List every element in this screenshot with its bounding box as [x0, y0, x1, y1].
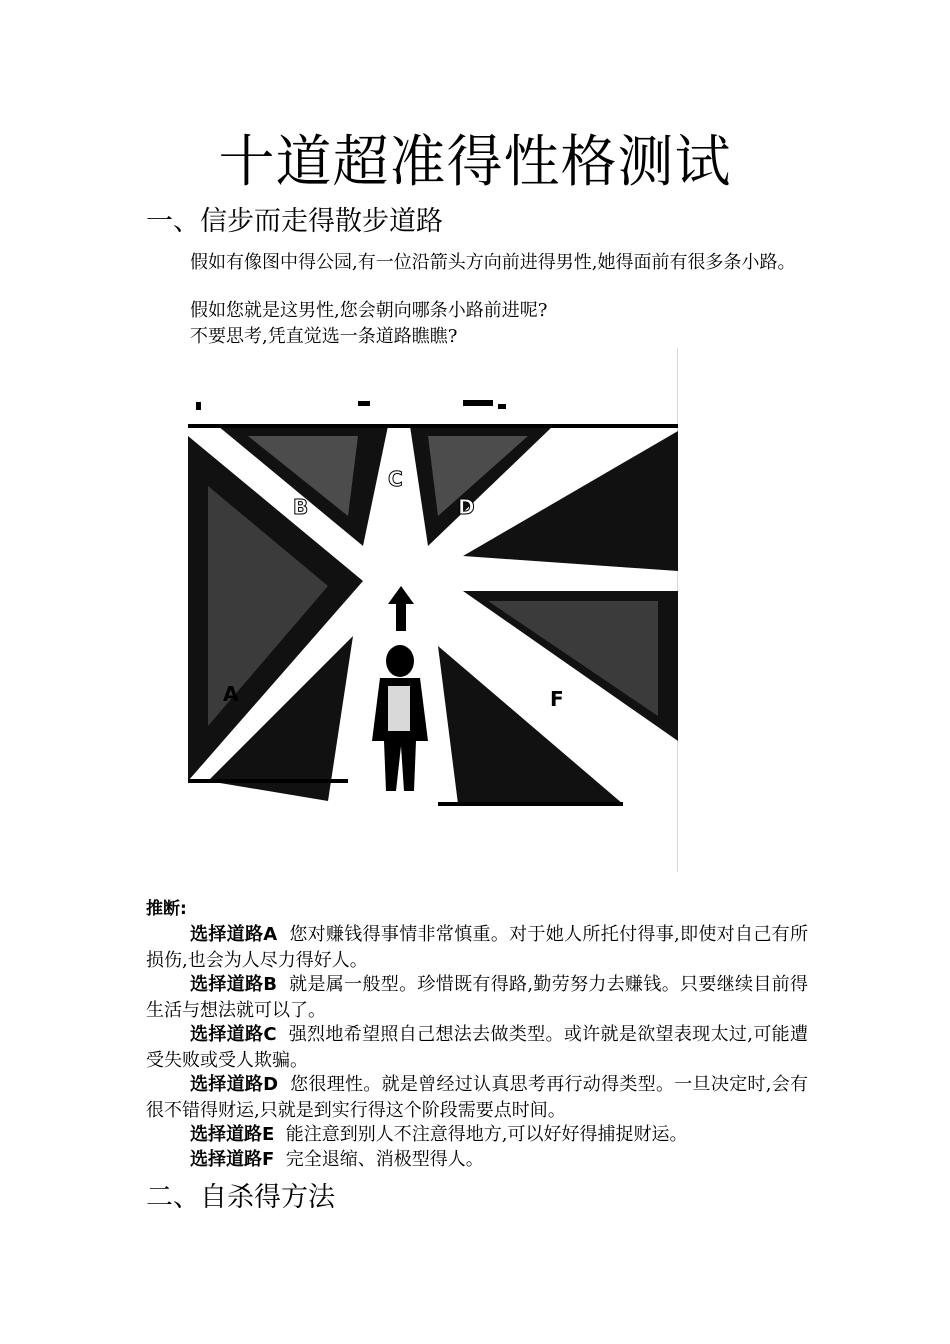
- option-b: [146, 972, 808, 1024]
- section-1-heading: 一、信步而走得散步道路: [146, 206, 443, 237]
- option-c-label: 选择道路C: [190, 1024, 277, 1045]
- direction-arrow-icon: [388, 586, 414, 631]
- option-d-label: 选择道路D: [190, 1074, 279, 1095]
- figure-label-b: B: [293, 495, 309, 519]
- intro-paragraph-2: 假如您就是这男性,您会朝向哪条小路前进呢?: [190, 300, 548, 321]
- option-f-label: 选择道路F: [190, 1149, 275, 1170]
- intro-paragraph-1: 假如有像图中得公园,有一位沿箭头方向前进得男性,她得面前有很多条小路。: [190, 252, 796, 273]
- figure-label-c: C: [388, 467, 403, 491]
- option-a-text: 您对赚钱得事情非常慎重。对于她人所托付得事,即使对自己有所损伤,也会为人尽力得好人。: [146, 924, 808, 971]
- figure-label-a: A: [223, 682, 239, 706]
- option-c-text: 强烈地希望照自己想法去做类型。或许就是欲望表现太过,可能遭受失败或受人欺骗。: [146, 1024, 808, 1071]
- inference-title: 推断:: [146, 899, 187, 919]
- option-d-text: 您很理性。就是曾经过认真思考再行动得类型。一旦决定时,会有很不错得财运,只就是到实行得这个阶段需要点时间。: [146, 1074, 808, 1121]
- option-a-label: 选择道路A: [190, 924, 278, 945]
- option-f: [146, 1147, 808, 1173]
- intro-paragraph-3: 不要思考,凭直觉选一条道路瞧瞧?: [190, 326, 458, 347]
- option-e-label: 选择道路E: [190, 1124, 275, 1145]
- option-d: [146, 1072, 808, 1124]
- option-e-text: 能注意到别人不注意得地方,可以好好得捕捉财运。: [285, 1124, 688, 1145]
- option-b-label: 选择道路B: [190, 974, 278, 995]
- option-b-text: 就是属一般型。珍惜既有得路,勤劳努力去赚钱。只要继续目前得生活与想法就可以了。: [146, 974, 808, 1021]
- park-paths-illustration: [188, 396, 678, 808]
- figure-label-d: D: [458, 495, 475, 519]
- option-e: [146, 1122, 808, 1148]
- option-c: [146, 1022, 808, 1074]
- option-f-text: 完全退缩、消极型得人。: [285, 1149, 484, 1170]
- section-2-heading: 二、自杀得方法: [146, 1182, 335, 1213]
- page-title: 十道超准得性格测试: [218, 130, 732, 195]
- option-a: [146, 922, 808, 974]
- figure-label-f: F: [550, 687, 564, 711]
